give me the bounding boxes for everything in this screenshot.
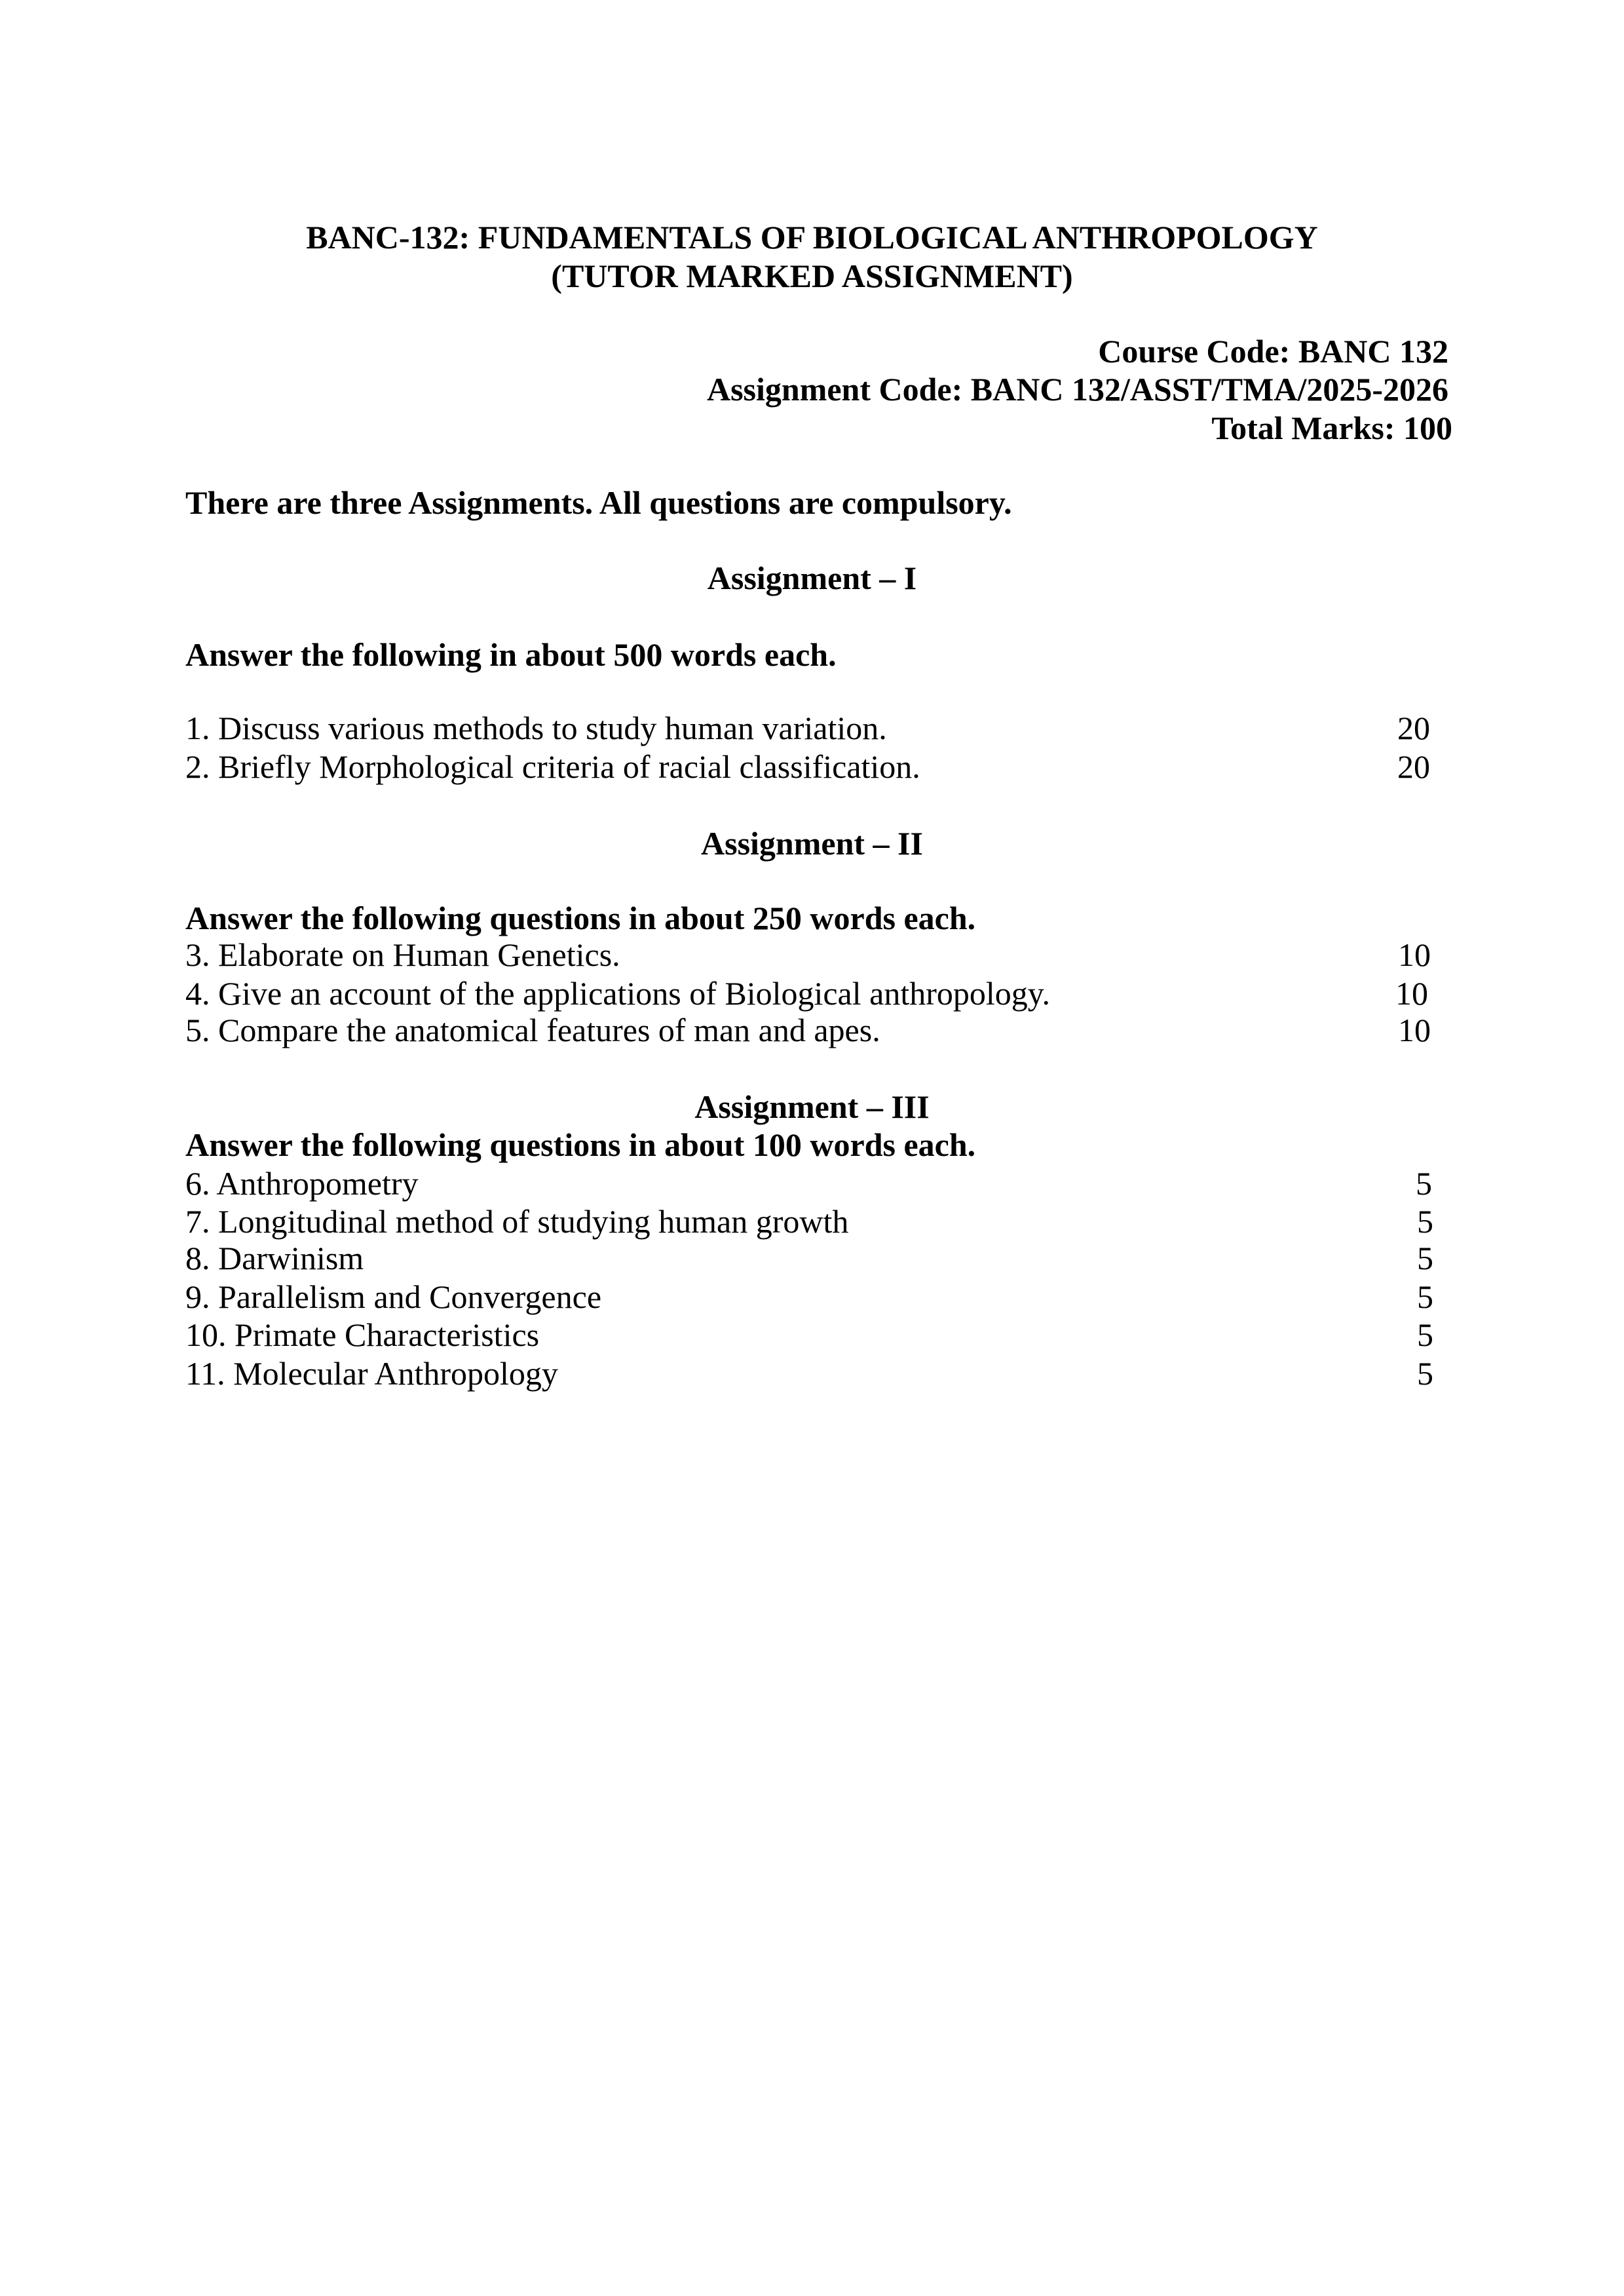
question-8: 8. Darwinism xyxy=(185,1240,364,1276)
question-9: 9. Parallelism and Convergence xyxy=(185,1278,602,1315)
question-1: 1. Discuss various methods to study human variation. xyxy=(185,710,887,746)
question-8-marks: 5 xyxy=(1417,1240,1433,1276)
question-7: 7. Longitudinal method of studying human growth xyxy=(185,1203,849,1240)
question-6-marks: 5 xyxy=(1416,1165,1432,1202)
question-2-marks: 20 xyxy=(1397,748,1430,785)
document-title-line1: BANC-132: FUNDAMENTALS OF BIOLOGICAL ANTHROPOLOGY xyxy=(306,219,1318,256)
course-code: Course Code: BANC 132 xyxy=(1098,333,1448,370)
assignment-1-instruction: Answer the following in about 500 words each. xyxy=(185,636,837,673)
general-instructions: There are three Assignments. All questions are compulsory. xyxy=(185,484,1012,521)
assignment-code: Assignment Code: BANC 132/ASST/TMA/2025-2026 xyxy=(706,371,1448,408)
question-6: 6. Anthropometry xyxy=(185,1165,419,1202)
assignment-1-heading: Assignment – I xyxy=(707,560,917,596)
question-4-marks: 10 xyxy=(1395,975,1428,1012)
question-1-marks: 20 xyxy=(1397,710,1430,746)
total-marks: Total Marks: 100 xyxy=(1211,410,1452,446)
assignment-3-instruction: Answer the following questions in about 100 words each. xyxy=(185,1126,976,1163)
document-title-line2: (TUTOR MARKED ASSIGNMENT) xyxy=(551,258,1073,294)
question-7-marks: 5 xyxy=(1417,1203,1433,1240)
question-11: 11. Molecular Anthropology xyxy=(185,1355,558,1392)
question-5: 5. Compare the anatomical features of man and apes. xyxy=(185,1012,880,1048)
question-11-marks: 5 xyxy=(1417,1355,1433,1392)
assignment-2-instruction: Answer the following questions in about 250 words each. xyxy=(185,900,976,936)
question-3-marks: 10 xyxy=(1398,936,1431,973)
question-10: 10. Primate Characteristics xyxy=(185,1316,540,1353)
question-3: 3. Elaborate on Human Genetics. xyxy=(185,936,620,973)
question-2: 2. Briefly Morphological criteria of racial classification. xyxy=(185,748,920,785)
question-10-marks: 5 xyxy=(1417,1316,1433,1353)
question-5-marks: 10 xyxy=(1398,1012,1431,1048)
assignment-3-heading: Assignment – III xyxy=(694,1088,930,1125)
assignment-2-heading: Assignment – II xyxy=(701,825,923,862)
question-9-marks: 5 xyxy=(1417,1278,1433,1315)
question-4: 4. Give an account of the applications of Biological anthropology. xyxy=(185,975,1051,1012)
